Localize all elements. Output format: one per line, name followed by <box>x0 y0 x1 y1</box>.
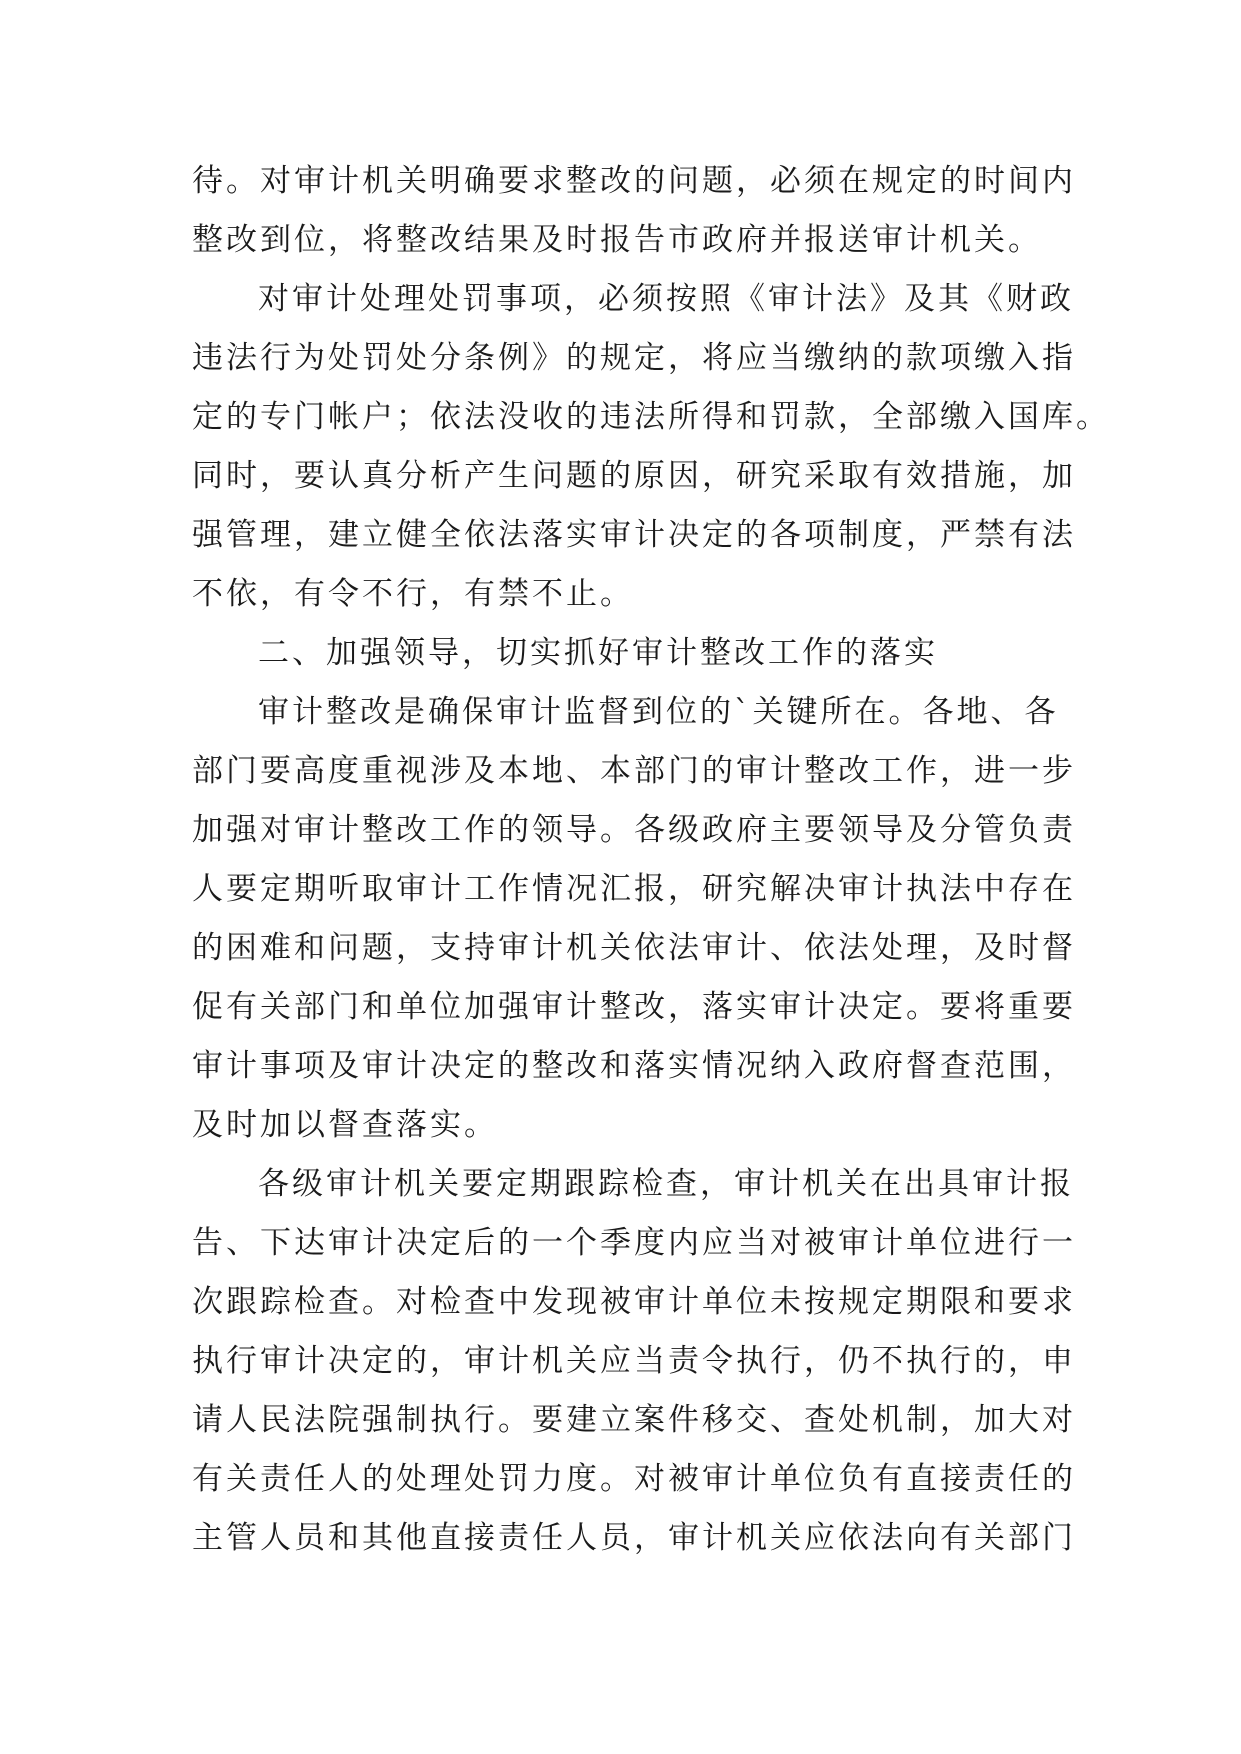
text-line: 的困难和问题，支持审计机关依法审计、依法处理，及时督 <box>192 930 1076 966</box>
text-line: 不依，有令不行，有禁不止。 <box>192 576 634 612</box>
document-body <box>192 152 1110 1568</box>
text-line: 整改到位，将整改结果及时报告市政府并报送审计机关。 <box>192 222 1042 258</box>
text-line: 部门要高度重视涉及本地、本部门的审计整改工作，进一步 <box>192 753 1076 789</box>
text-line: 定的专门帐户；依法没收的违法所得和罚款，全部缴入国库。 <box>192 399 1110 435</box>
text-line: 强管理，建立健全依法落实审计决定的各项制度，严禁有法 <box>192 517 1076 553</box>
text-line: 有关责任人的处理处罚力度。对被审计单位负有直接责任的 <box>192 1461 1076 1497</box>
text-line: 告、下达审计决定后的一个季度内应当对被审计单位进行一 <box>192 1225 1076 1261</box>
text-line: 促有关部门和单位加强审计整改，落实审计决定。要将重要 <box>192 989 1076 1025</box>
text-line: 加强对审计整改工作的领导。各级政府主要领导及分管负责 <box>192 812 1076 848</box>
text-line: 待。对审计机关明确要求整改的问题，必须在规定的时间内 <box>192 163 1076 199</box>
paragraph-tracking-inspection <box>192 1155 1076 1568</box>
section-heading <box>192 624 1072 683</box>
paragraph-penalty-items <box>192 270 1110 624</box>
text-line: 违法行为处罚处分条例》的规定，将应当缴纳的款项缴入指 <box>192 340 1076 376</box>
text-line: 请人民法院强制执行。要建立案件移交、查处机制，加大对 <box>192 1402 1076 1438</box>
text-line: 审计整改是确保审计监督到位的`关键所在。各地、各 <box>258 694 1059 730</box>
text-line: 各级审计机关要定期跟踪检查，审计机关在出具审计报 <box>258 1166 1074 1202</box>
text-line: 审计事项及审计决定的整改和落实情况纳入政府督查范围， <box>192 1048 1076 1084</box>
text-line: 次跟踪检查。对检查中发现被审计单位未按规定期限和要求 <box>192 1284 1076 1320</box>
text-line: 人要定期听取审计工作情况汇报，研究解决审计执法中存在 <box>192 871 1076 907</box>
text-line: 及时加以督查落实。 <box>192 1107 498 1143</box>
text-line: 对审计处理处罚事项，必须按照《审计法》及其《财政 <box>258 281 1074 317</box>
section-heading-text: 二、加强领导，切实抓好审计整改工作的落实 <box>258 635 938 671</box>
text-line: 主管人员和其他直接责任人员，审计机关应依法向有关部门 <box>192 1520 1076 1556</box>
text-line: 同时，要认真分析产生问题的原因，研究采取有效措施，加 <box>192 458 1076 494</box>
paragraph-continuation <box>192 152 1076 270</box>
text-line: 执行审计决定的，审计机关应当责令执行，仍不执行的，申 <box>192 1343 1076 1379</box>
paragraph-leadership <box>192 683 1076 1155</box>
